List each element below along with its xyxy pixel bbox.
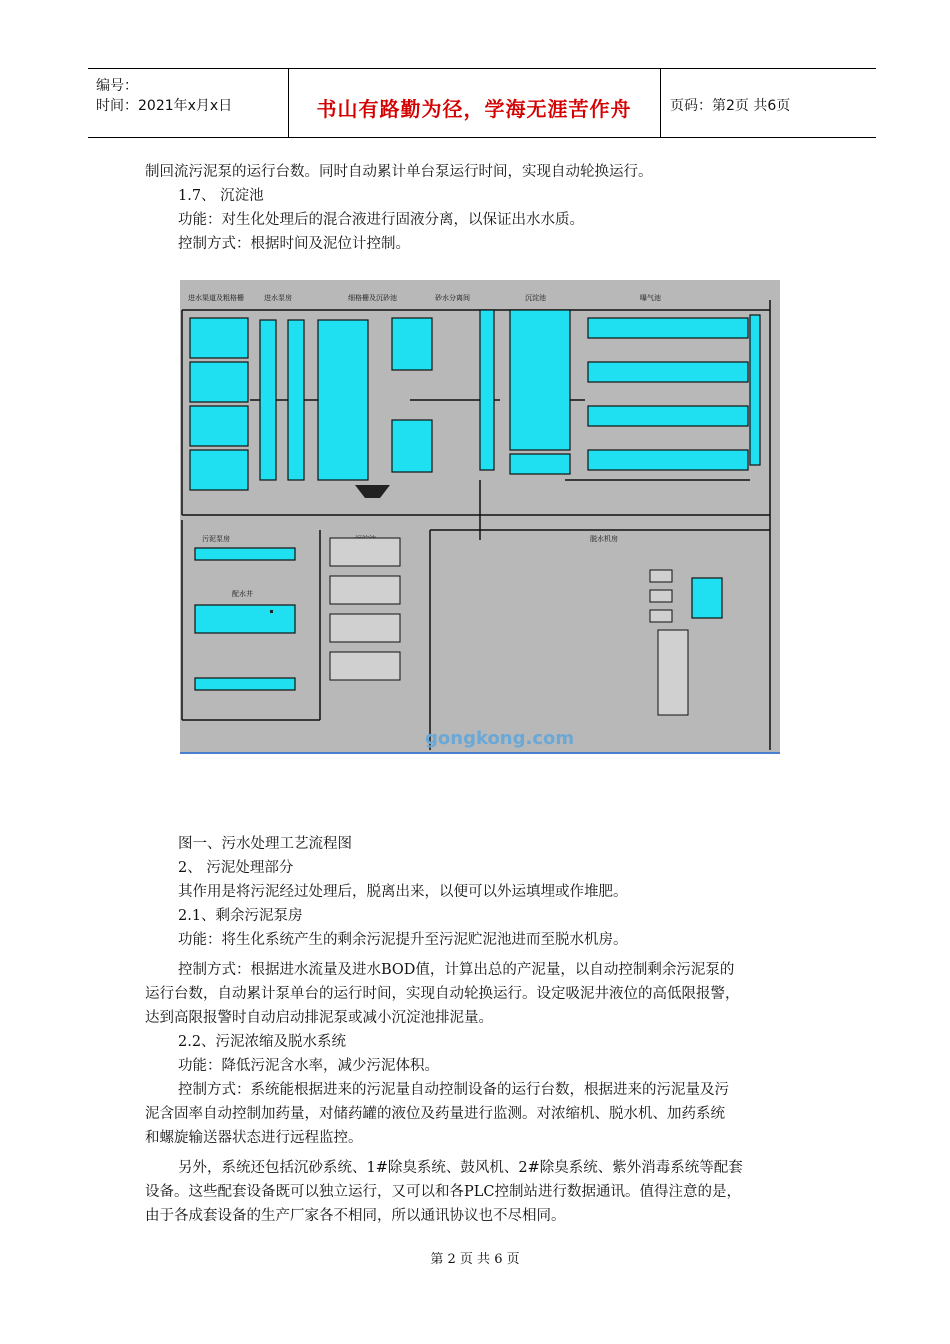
page-header: [88, 68, 876, 138]
label-aeration: 曝气池: [640, 294, 661, 302]
body-line: 控制方式：根据进水流量及进水BOD值，计算出总的产泥量，以自动控制剩余污泥泵的: [178, 962, 735, 978]
body-line: 由于各成套设备的生产厂家各不相同，所以通讯协议也不尽相同。: [145, 1208, 566, 1224]
header-page-cell: [660, 69, 876, 137]
section-heading: 2、 污泥处理部分: [178, 860, 294, 876]
label-inlet-channel: 进水渠道及粗格栅: [188, 294, 244, 302]
body-line: 制回流污泥泵的运行台数。同时自动累计单台泵运行时间，实现自动轮换运行。: [145, 164, 653, 180]
page-footer: 第 2 页 共 6 页: [430, 1252, 520, 1267]
section-heading: 1.7、 沉淀池: [178, 188, 264, 204]
label-sand-water: 砂水分离间: [435, 294, 470, 302]
date-line: 时间：2021年x月x日: [96, 98, 233, 114]
body-line: 功能：将生化系统产生的剩余污泥提升至污泥贮泥池进而至脱水机房。: [178, 932, 628, 948]
label-fine-screen: 细格栅及沉砂池: [348, 294, 397, 302]
header-motto-cell: [288, 69, 661, 137]
body-line: 控制方式：系统能根据进来的污泥量自动控制设备的运行台数，根据进来的污泥量及污: [178, 1082, 729, 1098]
body-line: 其作用是将污泥经过处理后，脱离出来，以便可以外运填埋或作堆肥。: [178, 884, 628, 900]
body-line: 控制方式：根据时间及泥位计控制。: [178, 236, 410, 252]
section-heading: 2.2、污泥浓缩及脱水系统: [178, 1034, 347, 1050]
diagram-watermark: gongkong.com: [425, 728, 575, 749]
process-flow-diagram: [180, 280, 780, 754]
body-line: 达到高限报警时自动启动排泥泵或减小沉淀池排泥量。: [145, 1010, 493, 1026]
body-line: 另外，系统还包括沉砂系统、1#除臭系统、鼓风机、2#除臭系统、紫外消毒系统等配套: [178, 1160, 743, 1176]
body-line: 设备。这些配套设备既可以独立运行，又可以和各PLC控制站进行数据通讯。值得注意的是，: [145, 1184, 741, 1200]
body-line: 和螺旋输送器状态进行远程监控。: [145, 1130, 363, 1146]
label-inlet-pump: 进水泵房: [264, 294, 292, 302]
page-info: 页码：第2页 共6页: [670, 98, 791, 114]
header-left-cell: [88, 69, 289, 137]
body-line: 运行台数，自动累计泵单台的运行时间，实现自动轮换运行。设定吸泥井液位的高低限报警，: [145, 986, 740, 1002]
body-line: 功能：降低污泥含水率，减少污泥体积。: [178, 1058, 439, 1074]
section-heading: 2.1、剩余污泥泵房: [178, 908, 303, 924]
label-sludge-pump: 污泥泵房: [202, 535, 230, 543]
figure-caption: 图一、污水处理工艺流程图: [178, 836, 352, 852]
code-label: 编号：: [96, 78, 138, 94]
label-dewatering: 脱水机房: [590, 535, 618, 543]
body-line: 泥含固率自动控制加药量，对储药罐的液位及药量进行监测。对浓缩机、脱水机、加药系统: [145, 1106, 725, 1122]
label-sedimentation-top: 沉淀池: [525, 294, 546, 302]
motto: 书山有路勤为径，学海无涯苦作舟: [316, 97, 632, 121]
body-line: 功能：对生化处理后的混合液进行固液分离，以保证出水水质。: [178, 212, 584, 228]
label-distribution-well: 配水井: [232, 590, 253, 598]
